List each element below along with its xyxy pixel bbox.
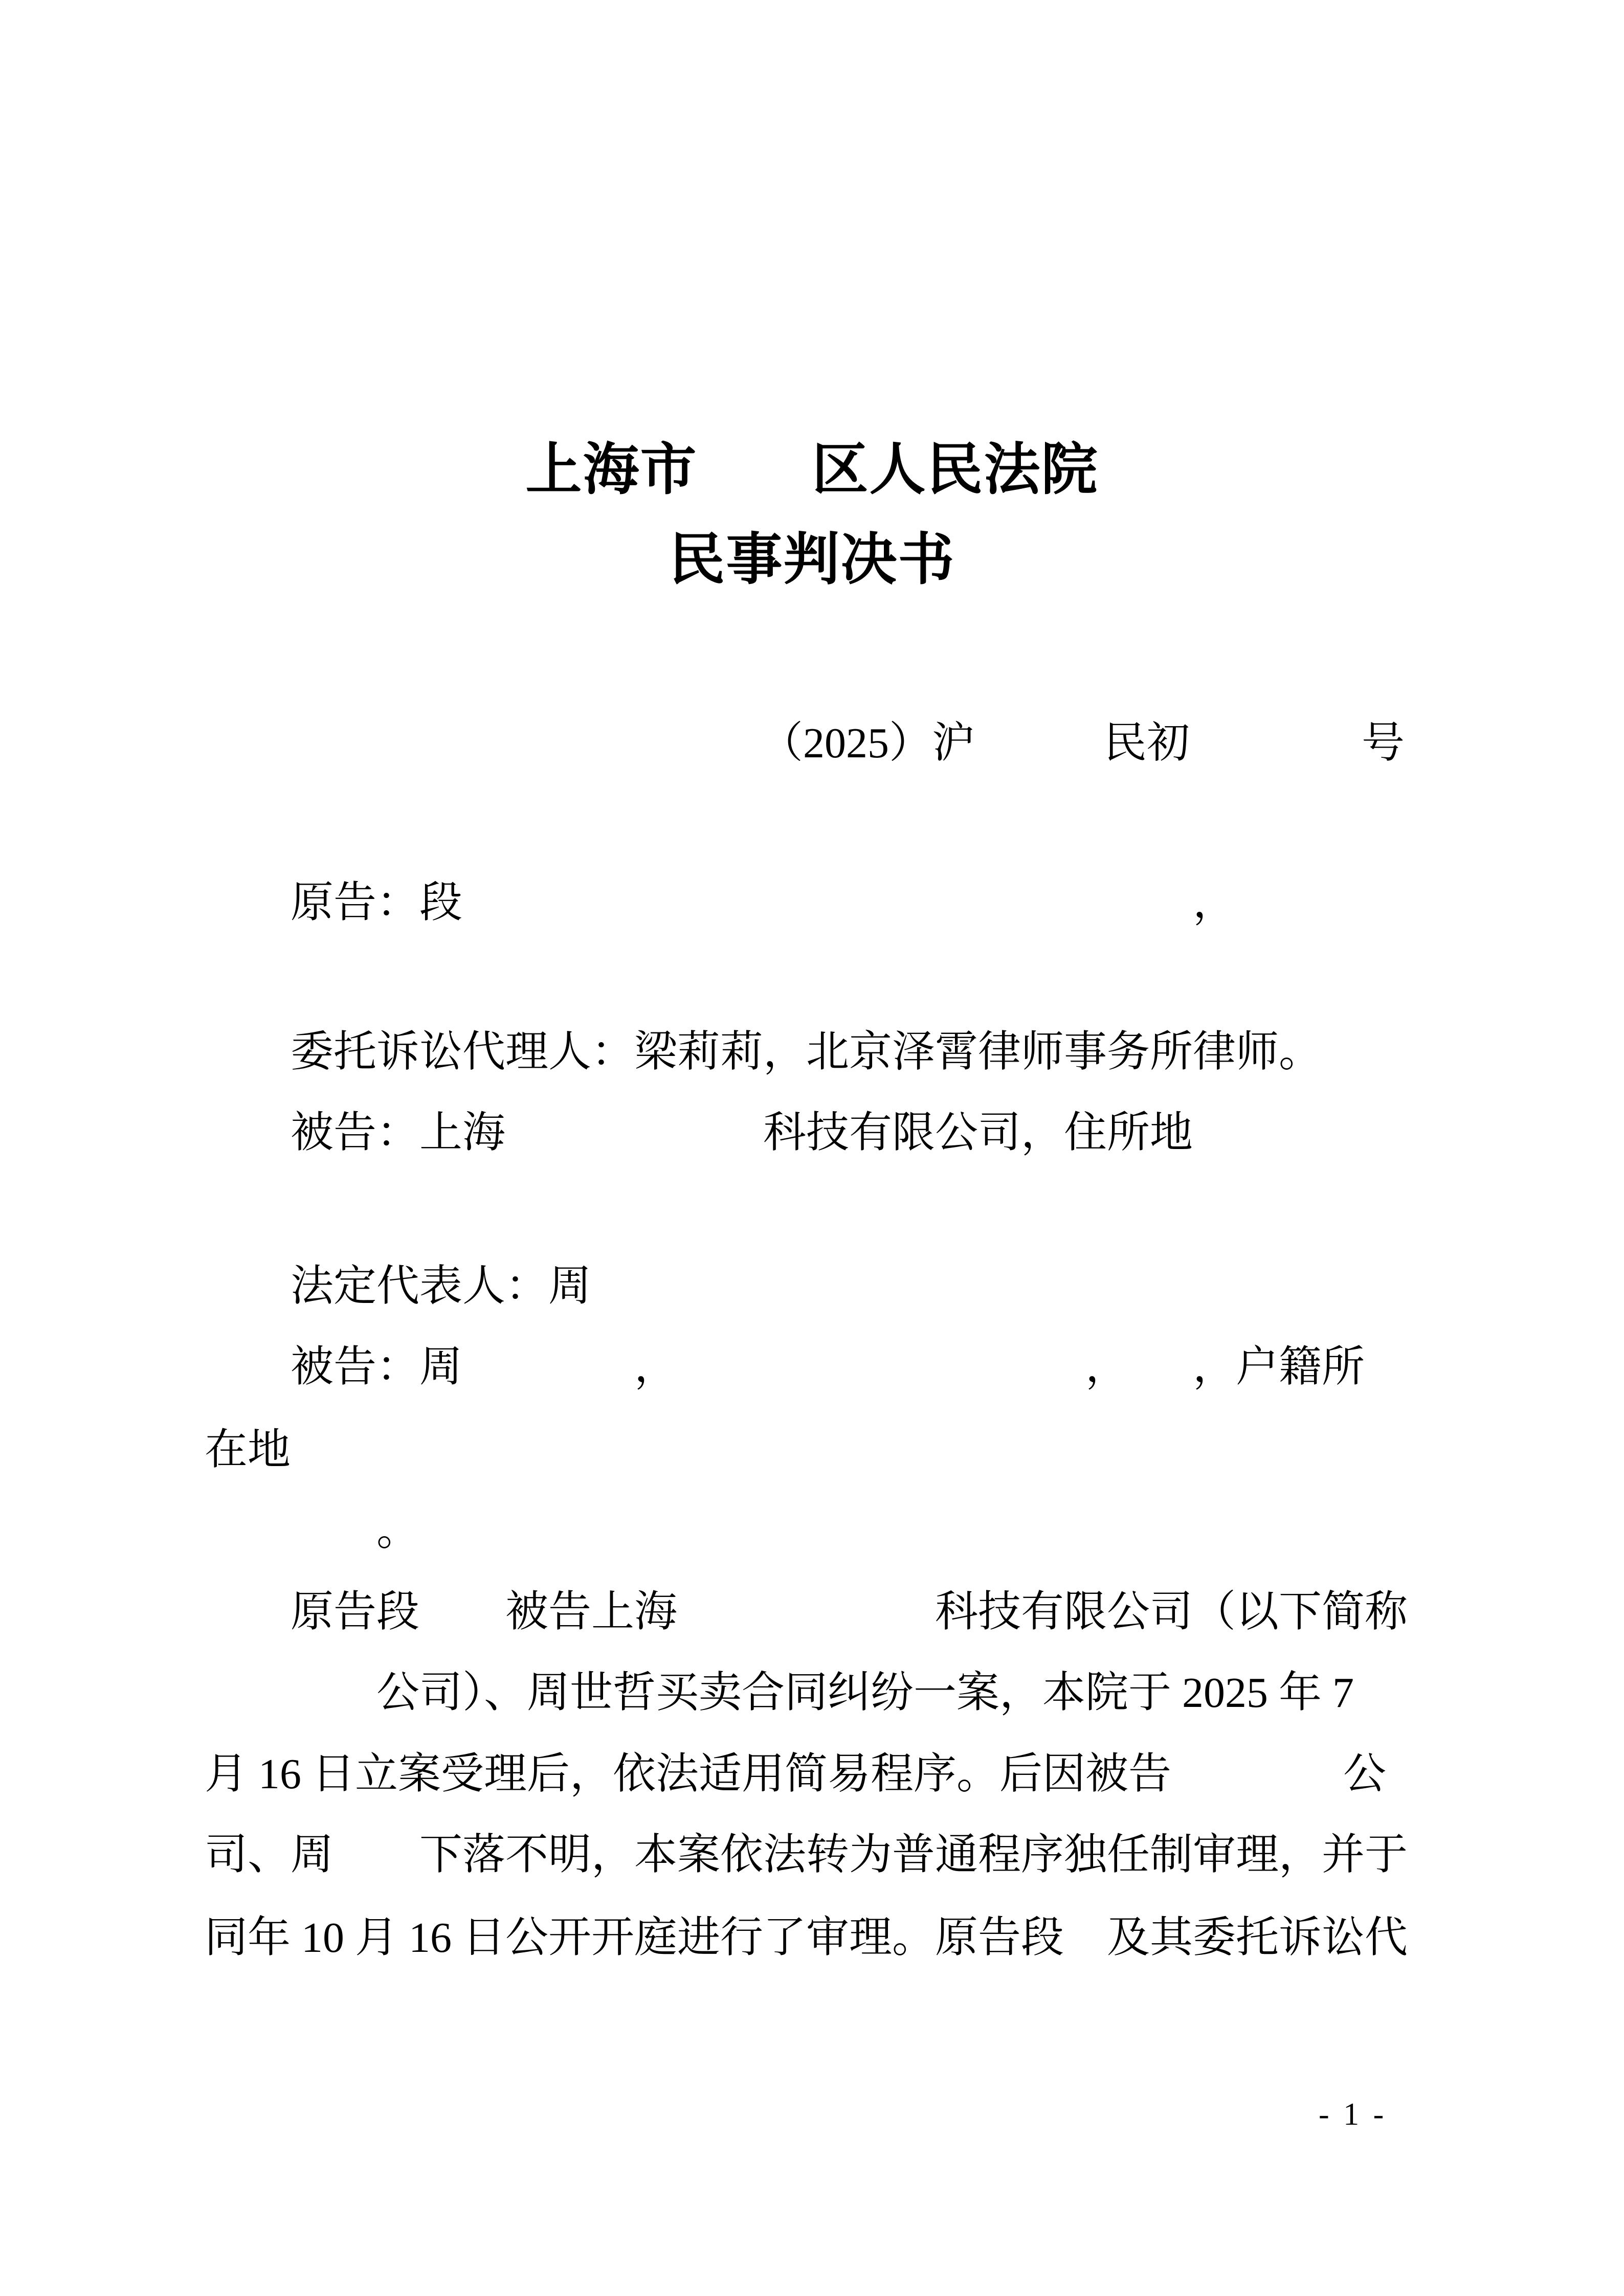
defendant-company-line: 被告：上海 科技有限公司，住所地 [291,1109,1193,1157]
document-type-title: 民事判决书 [669,529,955,591]
defendant-individual-line: 被告：周 ， ， ，户籍所 [291,1343,1365,1391]
case-summary-line-3: 月 16 日立案受理后，依法适用简易程序。后因被告 公 [205,1750,1387,1798]
court-name-title: 上海市 区人民法院 [525,439,1099,501]
period-continuation-line: 。 [205,1507,420,1555]
legal-representative-line: 法定代表人：周 [291,1263,592,1310]
case-summary-line-1: 原告段 被告上海 科技有限公司（以下简称 [291,1588,1408,1636]
case-summary-line-2: 公司）、周世哲买卖合同纠纷一案，本院于 2025 年 7 [205,1669,1354,1717]
attorney-line: 委托诉讼代理人：梁莉莉，北京泽霄律师事务所律师。 [291,1028,1322,1076]
plaintiff-line: 原告：段 ， [291,879,1236,927]
page-number-footer: - 1 - [1319,2097,1387,2132]
case-summary-line-4: 司、周 下落不明，本案依法转为普通程序独任制审理，并于 [205,1831,1408,1879]
case-summary-line-5: 同年 10 月 16 日公开开庭进行了审理。原告段 及其委托诉讼代 [205,1914,1408,1962]
case-number: （2025）沪 民初 号 [760,719,1405,767]
address-continuation-line: 在地 [205,1426,291,1474]
